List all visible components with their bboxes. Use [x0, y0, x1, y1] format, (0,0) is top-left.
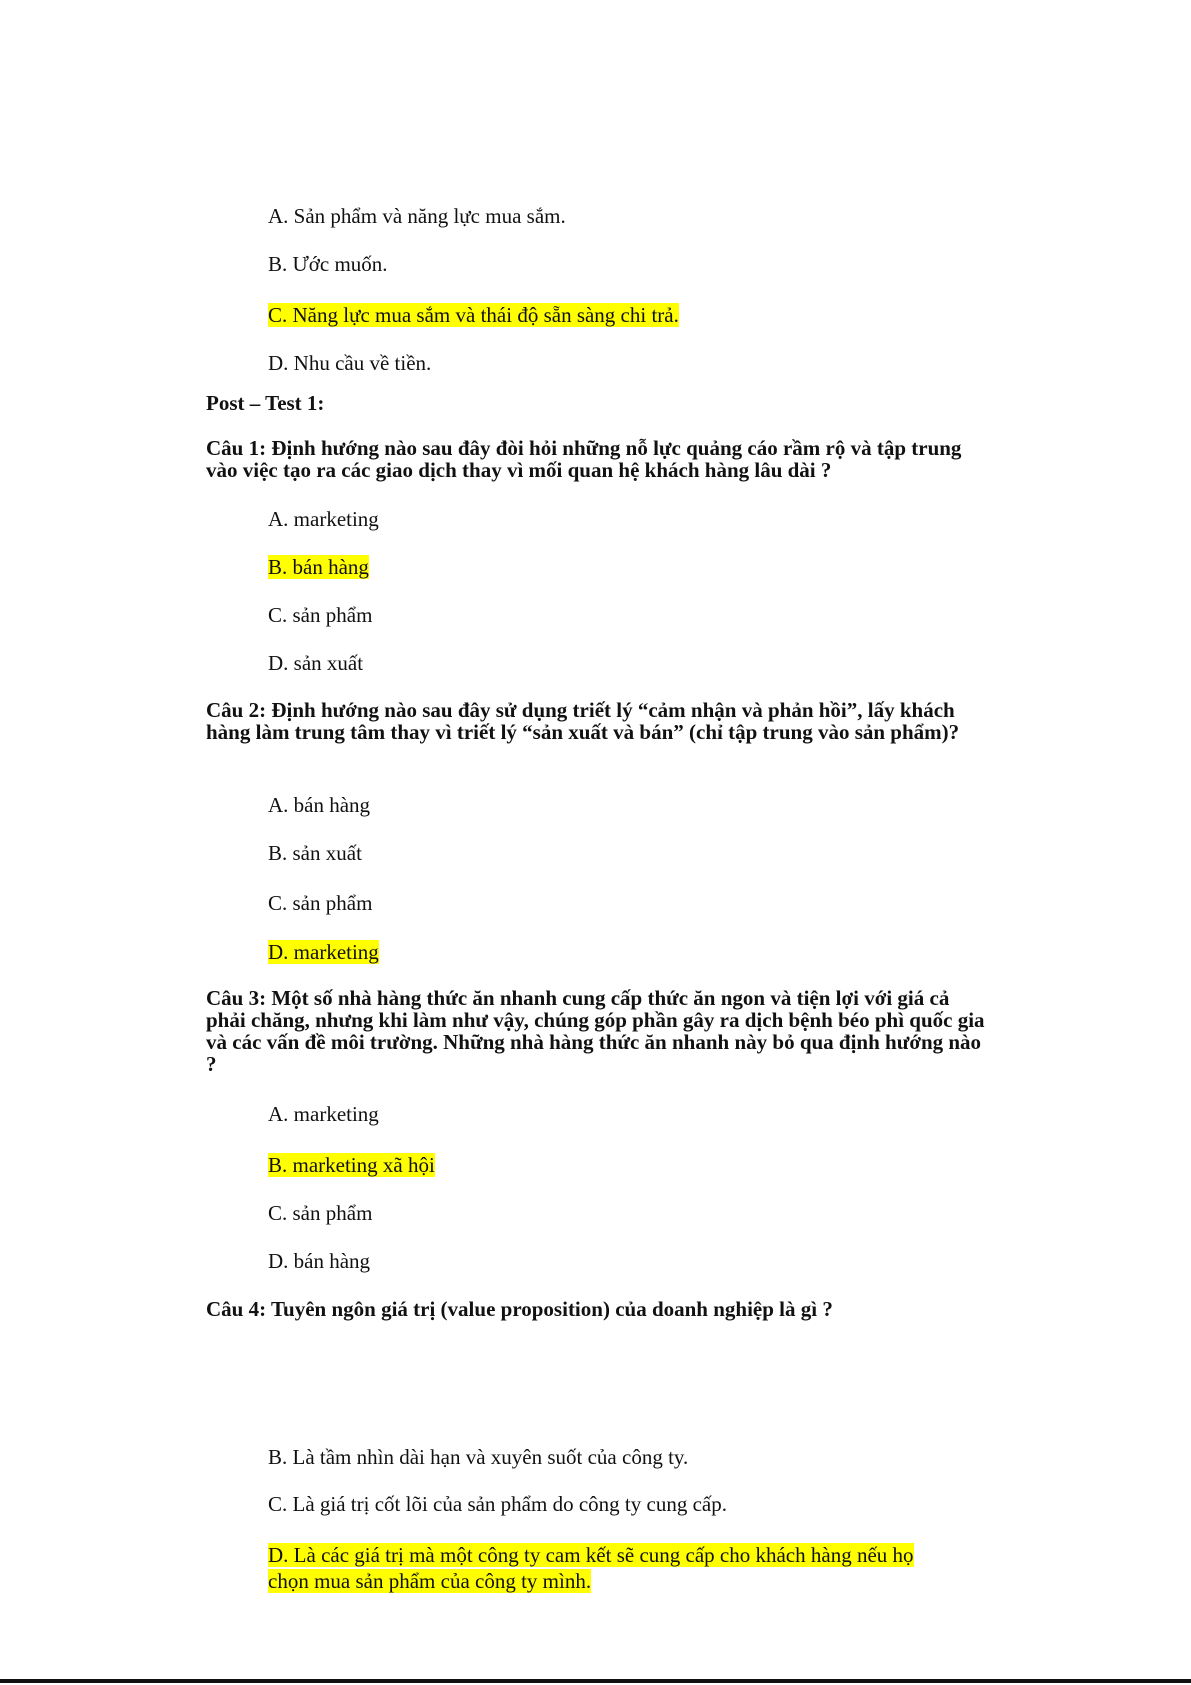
answer-option-correct [268, 303, 679, 327]
question-text: Câu 3: Một số nhà hàng thức ăn nhanh cung cấp thức ăn ngon và tiện lợi với giá cả phải chăng, nhưng khi làm như vậy, chúng góp phần gây ra dịch bệnh béo phì quốc gia và các vấn đề môi trường. Những nhà hàng thức ăn nhanh này bỏ qua định hướng nào ? [206, 986, 985, 1076]
answer-option [268, 891, 372, 915]
answer-option [268, 651, 363, 675]
answer-option [268, 1201, 372, 1225]
option-text: C. sản phẩm [268, 1201, 373, 1225]
answer-option [268, 252, 388, 276]
option-text: C. sản phẩm [268, 891, 373, 915]
question-text: Câu 1: Định hướng nào sau đây đòi hỏi những nỗ lực quảng cáo rầm rộ và tập trung vào việc tạo ra các giao dịch thay vì mối quan hệ khách hàng lâu dài ? [206, 436, 962, 482]
answer-option [268, 793, 370, 817]
question-text: Câu 4: Tuyên ngôn giá trị (value proposition) của doanh nghiệp là gì ? [206, 1297, 833, 1321]
answer-option-correct [268, 1153, 435, 1177]
option-text-highlighted: B. marketing xã hội [268, 1153, 435, 1177]
answer-option [268, 1102, 379, 1126]
answer-option [268, 1492, 727, 1516]
option-text: D. Nhu cầu về tiền. [268, 351, 432, 375]
option-text: D. bán hàng [268, 1249, 371, 1273]
option-text-highlighted: B. bán hàng [268, 555, 369, 579]
option-text-highlighted: C. Năng lực mua sắm và thái độ sẵn sàng chi trả. [268, 303, 679, 327]
option-text: A. marketing [268, 1102, 379, 1126]
option-text-highlighted: chọn mua sản phẩm của công ty mình. [268, 1569, 592, 1593]
answer-option [268, 204, 566, 228]
answer-option [268, 841, 362, 865]
option-text: D. sản xuất [268, 651, 364, 675]
section-title: Post – Test 1: [206, 391, 325, 415]
option-text: C. sản phẩm [268, 603, 373, 627]
option-text: A. marketing [268, 507, 379, 531]
option-text: B. Là tầm nhìn dài hạn và xuyên suốt của công ty. [268, 1445, 689, 1469]
option-text-highlighted: D. marketing [268, 940, 379, 964]
answer-option-correct [268, 940, 379, 964]
answer-option [268, 1445, 688, 1469]
answer-option-correct-continued [268, 1569, 591, 1593]
option-text-highlighted: D. Là các giá trị mà một công ty cam kết sẽ cung cấp cho khách hàng nếu họ [268, 1543, 914, 1567]
answer-option [268, 1249, 370, 1273]
option-text: C. Là giá trị cốt lõi của sản phẩm do công ty cung cấp. [268, 1492, 727, 1516]
page-bottom-rule [0, 1679, 1191, 1683]
answer-option [268, 603, 372, 627]
answer-option-correct [268, 555, 369, 579]
option-text: A. Sản phẩm và năng lực mua sắm. [268, 204, 566, 228]
option-text: A. bán hàng [268, 793, 371, 817]
option-text: B. Ước muốn. [268, 252, 388, 276]
option-text: B. sản xuất [268, 841, 362, 865]
answer-option [268, 507, 379, 531]
answer-option-correct [268, 1543, 914, 1567]
answer-option [268, 351, 431, 375]
question-text: Câu 2: Định hướng nào sau đây sử dụng triết lý “cảm nhận và phản hồi”, lấy khách hàng làm trung tâm thay vì triết lý “sản xuất và bán” (chỉ tập trung vào sản phẩm)? [206, 698, 960, 744]
